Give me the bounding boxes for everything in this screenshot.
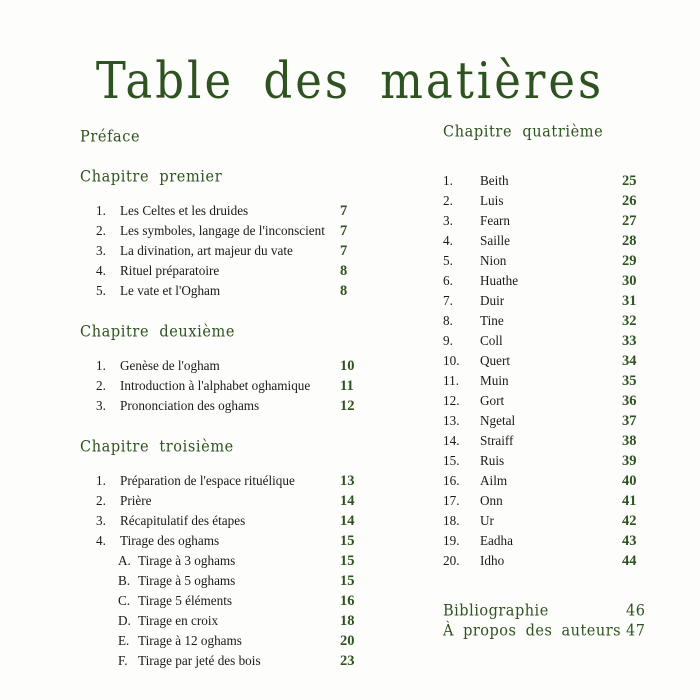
back-matter-label: À propos des auteurs: [443, 622, 622, 640]
entry-number: E.: [118, 633, 130, 648]
entry-label: Ruis: [480, 453, 505, 468]
entry-label: Fearn: [480, 213, 511, 228]
entry-label: Genèse de l'ogham: [120, 358, 220, 373]
back-matter: [443, 601, 658, 641]
entry-page: 7: [340, 223, 348, 239]
entry-label: Préparation de l'espace rituélique: [120, 473, 295, 488]
toc-entry[interactable]: [443, 491, 658, 511]
toc-entry[interactable]: [443, 271, 658, 291]
toc-entry[interactable]: [80, 241, 370, 261]
toc-entry[interactable]: [443, 231, 658, 251]
entry-label: Rituel préparatoire: [120, 263, 220, 278]
back-matter-page: 46: [626, 602, 646, 620]
entry-number: 19.: [443, 533, 460, 548]
entry-label: Luis: [480, 193, 504, 208]
spacer: [80, 456, 370, 471]
entry-label: Onn: [480, 493, 503, 508]
heading-chapitre-premier: Chapitre premier: [80, 168, 223, 186]
toc-entry[interactable]: [443, 471, 658, 491]
entry-page: 7: [340, 243, 348, 259]
entry-number: F.: [118, 653, 128, 668]
entry-number: 18.: [443, 513, 460, 528]
back-matter-label: Bibliographie: [443, 602, 549, 620]
entry-label: Ailm: [480, 473, 508, 488]
entry-label: Tirage à 12 oghams: [138, 633, 242, 648]
chapter-two-entries: [80, 356, 370, 416]
entry-page: 20: [340, 633, 355, 649]
entry-number: 4.: [96, 533, 106, 548]
heading-chapitre-troisieme: Chapitre troisième: [80, 438, 234, 456]
entry-number: 3.: [96, 398, 106, 413]
entry-label: Huathe: [480, 273, 519, 288]
entry-number: 2.: [96, 378, 106, 393]
chapter-one-entries: [80, 201, 370, 301]
entry-page: 31: [622, 293, 637, 309]
entry-label: Ngetal: [480, 413, 516, 428]
toc-entry[interactable]: [443, 251, 658, 271]
toc-entry[interactable]: [443, 551, 658, 571]
heading-chapitre-quatrieme: Chapitre quatrième: [443, 123, 604, 141]
entry-number: 10.: [443, 353, 460, 368]
toc-entry[interactable]: [80, 471, 370, 491]
entry-number: C.: [118, 593, 131, 608]
entry-number: 2.: [443, 193, 453, 208]
toc-entry-sub[interactable]: [80, 631, 370, 651]
toc-entry[interactable]: [80, 221, 370, 241]
entry-number: D.: [118, 613, 131, 628]
entry-number: 3.: [443, 213, 453, 228]
spacer: [80, 186, 370, 201]
entry-number: 13.: [443, 413, 460, 428]
entry-number: 6.: [443, 273, 453, 288]
back-matter-row-bibliographie[interactable]: [443, 600, 658, 622]
entry-page: 44: [622, 553, 637, 569]
entry-label: Duir: [480, 293, 505, 308]
entry-number: 1.: [96, 473, 106, 488]
toc-entry[interactable]: [443, 451, 658, 471]
toc-entry[interactable]: [80, 531, 370, 551]
entry-number: 5.: [96, 283, 106, 298]
toc-entry[interactable]: [443, 311, 658, 331]
entry-number: 3.: [96, 513, 106, 528]
entry-number: 16.: [443, 473, 460, 488]
entry-page: 11: [340, 378, 354, 394]
heading-chapitre-deuxieme: Chapitre deuxième: [80, 323, 236, 341]
toc-entry[interactable]: [80, 201, 370, 221]
entry-label: Coll: [480, 333, 503, 348]
entry-number: A.: [118, 553, 131, 568]
entry-page: 40: [622, 473, 637, 489]
back-matter-row-auteurs[interactable]: [443, 620, 658, 642]
entry-number: 9.: [443, 333, 453, 348]
toc-entry[interactable]: [80, 261, 370, 281]
toc-entry[interactable]: [80, 356, 370, 376]
entry-number: 4.: [443, 233, 453, 248]
toc-entry-sub[interactable]: [80, 551, 370, 571]
entry-label: Tirage en croix: [138, 613, 219, 628]
entry-page: 8: [340, 263, 348, 279]
entry-label: Récapitulatif des étapes: [120, 513, 246, 528]
entry-label: Muin: [480, 373, 509, 388]
entry-label: Tirage 5 éléments: [138, 593, 233, 608]
entry-number: 1.: [96, 203, 106, 218]
entry-number: 15.: [443, 453, 460, 468]
back-matter-page: 47: [626, 622, 646, 640]
entry-page: 34: [622, 353, 637, 369]
entry-page: 36: [622, 393, 637, 409]
toc-entry[interactable]: [443, 391, 658, 411]
toc-entry-sub[interactable]: [80, 611, 370, 631]
entry-label: Prononciation des oghams: [120, 398, 260, 413]
entry-label: Eadha: [480, 533, 513, 548]
spacer: [80, 416, 370, 438]
entry-page: 15: [340, 553, 355, 569]
entry-page: 23: [340, 653, 355, 669]
toc-right-column: [443, 123, 658, 641]
entry-number: B.: [118, 573, 131, 588]
entry-number: 2.: [96, 223, 106, 238]
entry-label: Les symboles, langage de l'inconscient: [120, 223, 325, 238]
entry-page: 15: [340, 533, 355, 549]
entry-page: 25: [622, 173, 637, 189]
entry-number: 14.: [443, 433, 460, 448]
entry-page: 10: [340, 358, 355, 374]
chapter-four-entries: [443, 171, 658, 571]
entry-label: La divination, art majeur du vate: [120, 243, 293, 258]
entry-page: 28: [622, 233, 637, 249]
entry-label: Tirage des oghams: [120, 533, 220, 548]
toc-entry[interactable]: [443, 331, 658, 351]
toc-entry[interactable]: [443, 511, 658, 531]
spacer: [80, 341, 370, 356]
entry-page: 18: [340, 613, 355, 629]
toc-entry-sub[interactable]: [80, 571, 370, 591]
entry-page: 14: [340, 513, 355, 529]
entry-label: Prière: [120, 493, 152, 508]
toc-entry-sub[interactable]: [80, 591, 370, 611]
entry-number: 1.: [96, 358, 106, 373]
entry-page: 33: [622, 333, 637, 349]
entry-label: Straiff: [480, 433, 514, 448]
entry-number: 5.: [443, 253, 453, 268]
entry-page: 42: [622, 513, 637, 529]
entry-page: 43: [622, 533, 637, 549]
entry-number: 2.: [96, 493, 106, 508]
entry-page: 14: [340, 493, 355, 509]
entry-number: 3.: [96, 243, 106, 258]
entry-number: 17.: [443, 493, 460, 508]
entry-page: 26: [622, 193, 637, 209]
entry-page: 8: [340, 283, 348, 299]
entry-label: Nion: [480, 253, 507, 268]
entry-page: 39: [622, 453, 637, 469]
entry-label: Beith: [480, 173, 509, 188]
spacer: [80, 146, 370, 168]
spacer: [443, 141, 658, 171]
toc-entry[interactable]: [443, 211, 658, 231]
entry-label: Introduction à l'alphabet oghamique: [120, 378, 311, 393]
entry-number: 7.: [443, 293, 453, 308]
toc-entry[interactable]: [80, 491, 370, 511]
entry-page: 37: [622, 413, 637, 429]
entry-page: 32: [622, 313, 637, 329]
entry-label: Tine: [480, 313, 504, 328]
entry-label: Les Celtes et les druides: [120, 203, 249, 218]
entry-label: Tirage par jeté des bois: [138, 653, 261, 668]
toc-entry[interactable]: [443, 171, 658, 191]
toc-entry[interactable]: [80, 281, 370, 301]
entry-number: 11.: [443, 373, 459, 388]
entry-page: 16: [340, 593, 355, 609]
entry-number: 4.: [96, 263, 106, 278]
entry-page: 7: [340, 203, 348, 219]
entry-page: 13: [340, 473, 355, 489]
entry-label: Quert: [480, 353, 511, 368]
toc-entry-sub[interactable]: [80, 651, 370, 671]
entry-page: 30: [622, 273, 637, 289]
entry-label: Gort: [480, 393, 505, 408]
entry-label: Tirage à 3 oghams: [138, 553, 236, 568]
entry-label: Ur: [480, 513, 494, 528]
entry-page: 35: [622, 373, 637, 389]
entry-page: 29: [622, 253, 637, 269]
toc-entry[interactable]: [80, 376, 370, 396]
entry-label: Idho: [480, 553, 505, 568]
entry-page: 12: [340, 398, 355, 414]
heading-preface: Préface: [80, 128, 141, 146]
entry-number: 12.: [443, 393, 460, 408]
entry-number: 20.: [443, 553, 460, 568]
toc-entry[interactable]: [443, 431, 658, 451]
spacer: [80, 301, 370, 323]
entry-number: 1.: [443, 173, 453, 188]
toc-entry[interactable]: [443, 531, 658, 551]
toc-entry[interactable]: [443, 291, 658, 311]
toc-entry[interactable]: [443, 411, 658, 431]
toc-entry[interactable]: [80, 396, 370, 416]
toc-entry[interactable]: [443, 371, 658, 391]
entry-page: 15: [340, 573, 355, 589]
toc-left-column: [80, 128, 370, 671]
entry-label: Le vate et l'Ogham: [120, 283, 221, 298]
page-title: Table des matières: [95, 51, 605, 111]
entry-page: 38: [622, 433, 637, 449]
entry-page: 41: [622, 493, 637, 509]
toc-entry[interactable]: [443, 191, 658, 211]
entry-label: Saille: [480, 233, 511, 248]
toc-entry[interactable]: [80, 511, 370, 531]
entry-page: 27: [622, 213, 637, 229]
toc-entry[interactable]: [443, 351, 658, 371]
spacer: [443, 571, 658, 601]
chapter-three-entries: [80, 471, 370, 671]
entry-label: Tirage à 5 oghams: [138, 573, 236, 588]
entry-number: 8.: [443, 313, 453, 328]
